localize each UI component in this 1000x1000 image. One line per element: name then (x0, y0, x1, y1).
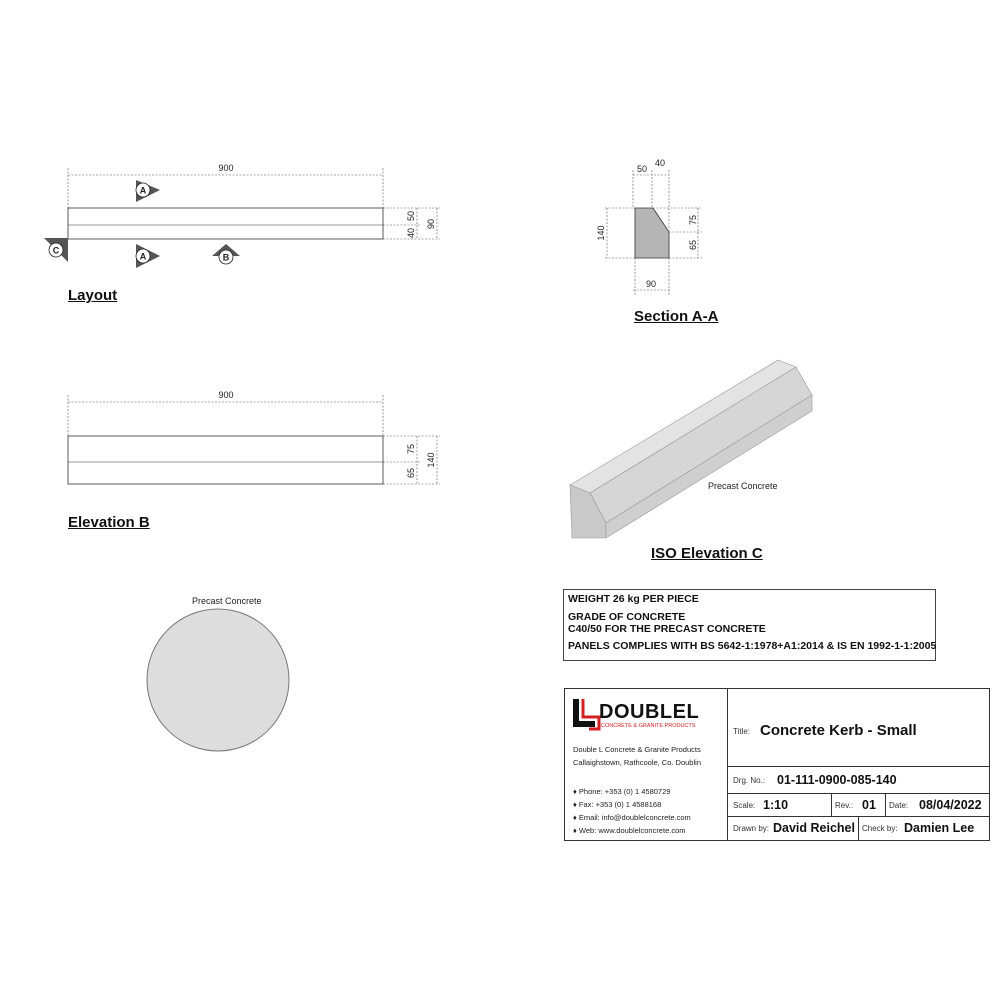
rev-label: Rev.: (835, 801, 854, 810)
note-compliance: PANELS COMPLIES WITH BS 5642-1:1978+A1:2014 & IS EN 1992-1-1:2005 (568, 639, 937, 652)
date-value: 08/04/2022 (919, 798, 982, 812)
elevation-dim-140: 140 (426, 452, 436, 468)
svg-text:B: B (222, 252, 230, 263)
company-fax: ♦ Fax: +353 (0) 1 4588168 (573, 800, 662, 809)
company-web[interactable]: ♦ Web: www.doublelconcrete.com (573, 826, 686, 835)
company-phone: ♦ Phone: +353 (0) 1 4580729 (573, 787, 671, 796)
elevation-kerb-outline (68, 436, 383, 484)
layout-dim-50: 50 (406, 210, 416, 222)
svg-text:A: A (139, 185, 147, 196)
company-address: Callaighstown, Rathcoole, Co. Doublin (573, 758, 701, 767)
elevation-marker-b (212, 244, 240, 264)
iso-marker-c (44, 238, 68, 262)
iso-view (560, 355, 820, 545)
section-dim-bottom-90: 90 (645, 279, 657, 289)
drawing-number: 01-111-0900-085-140 (777, 773, 897, 787)
rev-value: 01 (862, 798, 876, 812)
section-title: Section A-A (634, 308, 719, 325)
company-logo-subtitle: CONCRETE & GRANITE PRODUCTS (601, 723, 696, 729)
layout-length-label: 900 (218, 163, 234, 173)
svg-text:C: C (52, 245, 60, 256)
section-dim-65: 65 (688, 239, 698, 251)
iso-chamfer-face (590, 367, 812, 523)
drawn-check-row (727, 817, 989, 840)
material-swatch (145, 607, 291, 753)
scale-rev-date-row (727, 794, 989, 817)
layout-dim-90: 90 (426, 218, 436, 230)
elevation-length-label: 900 (218, 390, 234, 400)
iso-material-label: Precast Concrete (708, 481, 778, 491)
elevation-dim-65: 65 (406, 467, 416, 479)
company-name: Double L Concrete & Granite Products (573, 745, 701, 754)
note-weight: WEIGHT 26 kg PER PIECE (568, 593, 699, 605)
drawing-title: Concrete Kerb - Small (760, 722, 917, 739)
swatch-material-label: Precast Concrete (192, 596, 262, 606)
svg-text:A: A (139, 251, 147, 262)
scale-label: Scale: (733, 801, 756, 810)
drawing-number-row (727, 767, 989, 794)
scale-value: 1:10 (763, 798, 789, 812)
title-row (727, 689, 989, 767)
drawn-by-value: David Reichel (773, 821, 855, 835)
elevation-dim-75: 75 (406, 443, 416, 455)
section-dim-75: 75 (688, 214, 698, 226)
check-by-label: Check by: (862, 824, 898, 833)
elevation-title: Elevation B (68, 514, 150, 531)
date-label: Date: (889, 801, 909, 810)
title-block (564, 688, 990, 841)
drg-no-label: Drg. No.: (733, 776, 766, 785)
layout-title: Layout (68, 287, 118, 304)
title-field-label: Title: (733, 727, 751, 736)
layout-kerb-outline (68, 208, 383, 239)
notes-box (563, 589, 936, 661)
section-profile (635, 208, 669, 258)
company-email[interactable]: ♦ Email: info@doublelconcrete.com (573, 813, 691, 822)
drawn-by-label: Drawn by: (733, 824, 770, 833)
elevation-view (0, 380, 460, 500)
iso-title: ISO Elevation C (651, 545, 763, 562)
section-marker-a-top (136, 180, 160, 202)
section-marker-a-bottom (136, 244, 160, 268)
section-dim-40: 40 (654, 158, 666, 168)
company-logo-text: DOUBLEL (599, 701, 700, 723)
section-dim-140: 140 (596, 225, 606, 241)
layout-dim-40: 40 (406, 227, 416, 239)
section-dim-50: 50 (636, 164, 648, 174)
company-panel (565, 689, 728, 840)
check-by-value: Damien Lee (904, 821, 975, 835)
note-grade-heading: GRADE OF CONCRETE (568, 610, 686, 623)
note-grade: C40/50 FOR THE PRECAST CONCRETE (568, 623, 766, 635)
section-view (580, 150, 720, 300)
layout-view (0, 150, 460, 280)
company-logo-icon (569, 697, 601, 731)
